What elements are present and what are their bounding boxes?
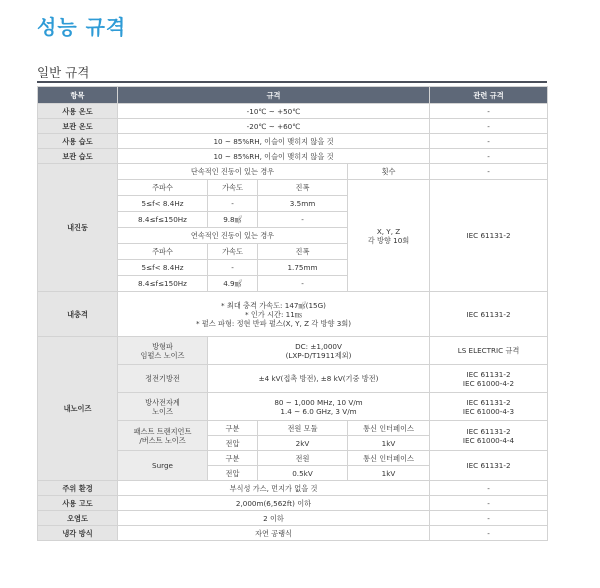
esd-value: ±4 kV(접촉 방전), ±8 kV(기중 방전) (208, 365, 430, 393)
amp-cell: 1.75mm (258, 260, 348, 276)
rf-name-line: 노이즈 (152, 406, 173, 416)
std-line: IEC 61000-4-3 (462, 406, 515, 416)
eft-header-power: 전원 모듈 (258, 421, 348, 436)
row-label: 사용 온도 (38, 104, 118, 119)
amp-cell: - (258, 276, 348, 292)
table-row (38, 119, 548, 134)
eft-header-comm: 통신 인터페이스 (348, 421, 430, 436)
std-line: IEC 61000-4-2 (462, 378, 515, 388)
row-standard: - (430, 119, 548, 134)
vibration-count-line1: X, Y, Z (376, 226, 401, 236)
col-freq: 주파수 (118, 180, 208, 196)
table-row (38, 511, 548, 526)
table-row (38, 149, 548, 164)
row-standard: - (430, 134, 548, 149)
row-standard: LS ELECTRIC 규격 (430, 337, 548, 365)
shock-line: * 인가 시간: 11㎳ (245, 309, 302, 319)
table-row (38, 104, 548, 119)
table-row (38, 292, 548, 337)
col-freq: 주파수 (118, 244, 208, 260)
spec-table (37, 86, 548, 541)
accel-cell: 9.8㎨ (208, 212, 258, 228)
table-row (38, 526, 548, 541)
row-value: 10 ~ 85%RH, 이슬이 맺히지 않을 것 (118, 134, 430, 149)
table-row (38, 337, 548, 365)
col-amp: 진폭 (258, 180, 348, 196)
row-value: 2 이하 (118, 511, 430, 526)
row-label: 보관 온도 (38, 119, 118, 134)
surge-header-div: 구분 (208, 451, 258, 466)
col-accel: 가속도 (208, 244, 258, 260)
surge-row-label: 전압 (208, 466, 258, 481)
header-item: 항목 (38, 87, 118, 104)
row-value: 2,000m(6,562ft) 이하 (118, 496, 430, 511)
std-line: IEC 61131-2 (466, 369, 511, 379)
eft-name-line: /버스트 노이즈 (139, 435, 186, 445)
rf-value-line: 1.4 ~ 6.0 GHz, 3 V/m (280, 406, 357, 416)
square-wave-value-line: DC: ±1,000V (295, 341, 342, 351)
table-row (38, 481, 548, 496)
freq-cell: 8.4≤f≤150Hz (118, 276, 208, 292)
shock-line: * 펄스 파형: 정현 반파 펄스(X, Y, Z 각 방향 3회) (195, 318, 352, 328)
square-wave-value (208, 337, 430, 365)
std-line: IEC 61131-2 (466, 426, 511, 436)
eft-power-value: 2kV (258, 436, 348, 451)
surge-name: Surge (118, 451, 208, 481)
eft-row-label: 전압 (208, 436, 258, 451)
rf-value-line: 80 ~ 1,000 MHz, 10 V/m (274, 397, 363, 407)
vibration-label: 내진동 (38, 164, 118, 292)
rf-name-line: 방사전자계 (145, 397, 180, 407)
accel-cell: 4.9㎨ (208, 276, 258, 292)
row-standard (430, 393, 548, 421)
row-label: 사용 고도 (38, 496, 118, 511)
accel-cell: - (208, 196, 258, 212)
row-label: 주위 환경 (38, 481, 118, 496)
section-divider (37, 81, 547, 83)
table-row (38, 134, 548, 149)
row-label: 사용 습도 (38, 134, 118, 149)
row-standard: - (430, 481, 548, 496)
row-standard: - (430, 149, 548, 164)
vibration-intermittent-title: 단속적인 진동이 있는 경우 (118, 164, 348, 180)
row-value: 10 ~ 85%RH, 이슬이 맺히지 않을 것 (118, 149, 430, 164)
freq-cell: 8.4≤f≤150Hz (118, 212, 208, 228)
surge-comm-value: 1kV (348, 466, 430, 481)
shock-line: * 최대 충격 가속도: 147㎨(15G) (221, 300, 326, 310)
rf-value (208, 393, 430, 421)
row-value: 부식성 가스, 먼지가 없을 것 (118, 481, 430, 496)
noise-label: 내노이즈 (38, 337, 118, 481)
row-label: 냉각 방식 (38, 526, 118, 541)
section-title: 일반 규격 (37, 65, 90, 80)
shock-label: 내충격 (38, 292, 118, 337)
amp-cell: 3.5mm (258, 196, 348, 212)
row-standard: - (430, 526, 548, 541)
row-value: -10℃ ~ +50℃ (118, 104, 430, 119)
row-standard (430, 365, 548, 393)
vibration-count-header: 횟수 (348, 164, 430, 180)
esd-name: 정전기방전 (118, 365, 208, 393)
freq-cell: 5≤f< 8.4Hz (118, 196, 208, 212)
row-value: -20℃ ~ +60℃ (118, 119, 430, 134)
surge-header-power: 전원 (258, 451, 348, 466)
square-wave-name-line: 방형파 (152, 341, 173, 351)
eft-comm-value: 1kV (348, 436, 430, 451)
shock-value (118, 292, 430, 337)
eft-name (118, 421, 208, 451)
freq-cell: 5≤f< 8.4Hz (118, 260, 208, 276)
col-accel: 가속도 (208, 180, 258, 196)
row-label: 보관 습도 (38, 149, 118, 164)
table-row (38, 164, 548, 180)
square-wave-name (118, 337, 208, 365)
row-label: 오염도 (38, 511, 118, 526)
vibration-count-line2: 각 방향 10회 (367, 235, 410, 245)
std-line: IEC 61000-4-4 (462, 435, 515, 445)
vibration-continuous-title: 연속적인 진동이 있는 경우 (118, 228, 348, 244)
vibration-count (348, 180, 430, 292)
table-row (38, 496, 548, 511)
square-wave-name-line: 임펄스 노이즈 (140, 350, 185, 360)
row-standard: - (430, 511, 548, 526)
row-standard (430, 421, 548, 451)
row-standard: - (430, 104, 548, 119)
row-standard: IEC 61131-2 (430, 292, 548, 337)
std-line: IEC 61131-2 (466, 397, 511, 407)
col-amp: 진폭 (258, 244, 348, 260)
surge-header-comm: 통신 인터페이스 (348, 451, 430, 466)
accel-cell: - (208, 260, 258, 276)
eft-header-div: 구분 (208, 421, 258, 436)
eft-name-line: 패스트 트랜지언트 (133, 426, 192, 436)
table-header-row (38, 87, 548, 104)
vibration-standard: IEC 61131-2 (430, 180, 548, 292)
surge-power-value: 0.5kV (258, 466, 348, 481)
amp-cell: - (258, 212, 348, 228)
rf-name (118, 393, 208, 421)
row-standard: - (430, 164, 548, 180)
row-value: 자연 공랭식 (118, 526, 430, 541)
header-spec: 규격 (118, 87, 430, 104)
square-wave-value-line: (LXP-D/T1911제외) (285, 350, 352, 360)
row-standard: - (430, 496, 548, 511)
page-title: 성능 규격 (37, 15, 127, 39)
row-standard: IEC 61131-2 (430, 451, 548, 481)
header-standard: 관련 규격 (430, 87, 548, 104)
